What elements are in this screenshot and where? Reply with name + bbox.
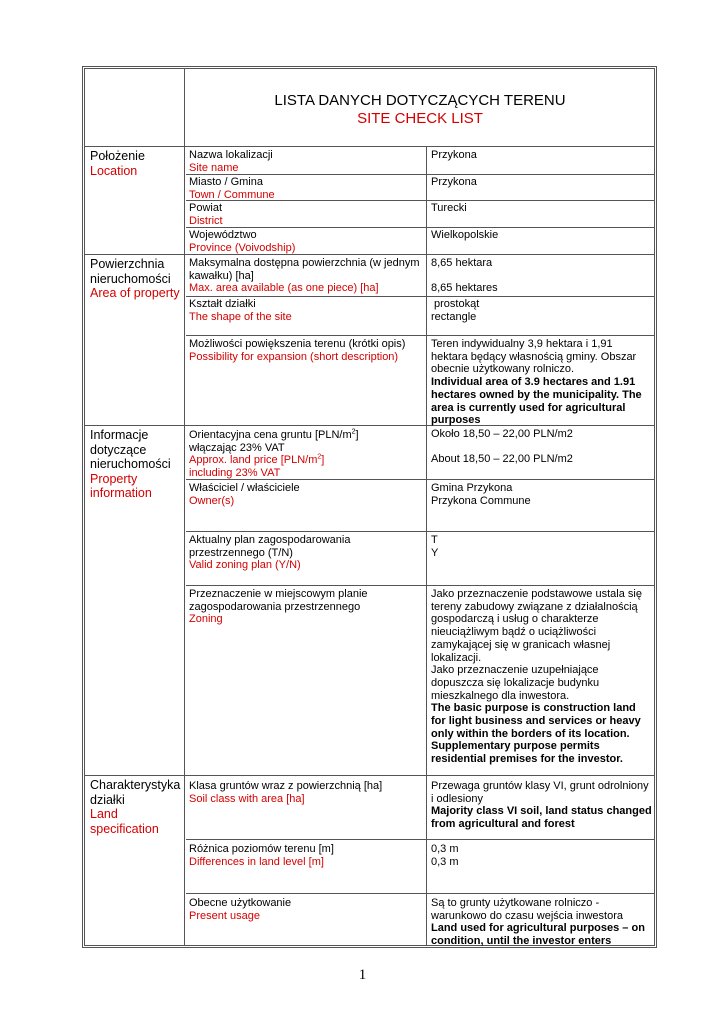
label-max-area: Maksymalna dostępna powierzchnia (w jednym kawałku) [ha] Max. area available (as one piece) [ha] xyxy=(189,257,420,295)
value-zoning: Jako przeznaczenie podstawowe ustala się tereny zabudowy związane z działalnością gospodarczą i usług o charakterze nieuciążliwym bądź o uciążliwości zamykającej się w granicach własnej lokalizacji. Jako przeznaczenie uzupełniające dopuszcza się lokalizacje budynku mieszkalnego dla inwestora. The basic purpose is construction land for light business and services or heavy only within the borders of its location. Supplementary purpose permits residential premises for the investor. xyxy=(431,588,642,766)
rule xyxy=(184,68,185,946)
rule xyxy=(186,531,655,532)
value-town: Przykona xyxy=(431,176,477,188)
label-soil-class: Klasa gruntów wraz z powierzchnią [ha] Soil class with area [ha] xyxy=(189,780,383,805)
value-shape: prostokąt rectangle xyxy=(431,298,480,323)
rule xyxy=(186,335,655,336)
rule xyxy=(84,254,655,255)
value-zoning-plan: T Y xyxy=(431,534,439,559)
label-land-level: Różnica poziomów terenu [m] Differences in land level [m] xyxy=(189,843,334,868)
section-property-information: Informacje dotyczące nieruchomości Property information xyxy=(90,428,171,500)
title-english: SITE CHECK LIST xyxy=(357,110,483,127)
label-present-usage: Obecne użytkowanie Present usage xyxy=(189,897,292,922)
value-district: Turecki xyxy=(431,202,467,214)
rule xyxy=(186,227,655,228)
label-shape: Kształt działki The shape of the site xyxy=(189,298,292,323)
rule xyxy=(186,585,655,586)
value-expansion: Teren indywidualny 3,9 hektara i 1,91 hektara będący własnością gminy. Obszar obecnie użytkowany rolniczo. Individual area of 3.9 hectares and 1.91 hectares owned by the municipality. The area is currently used for agricultural purposes xyxy=(431,338,642,427)
section-area: Powierzchnia nieruchomości Area of property xyxy=(90,257,180,300)
value-owner: Gmina Przykona Przykona Commune xyxy=(431,482,531,507)
label-zoning: Przeznaczenie w miejscowym planie zagospodarowania przestrzennego Zoning xyxy=(189,588,368,626)
section-land-specification: Charakterystyka działki Land specification xyxy=(90,778,181,836)
rule xyxy=(186,893,655,894)
value-site-name: Przykona xyxy=(431,149,477,161)
value-max-area-pl: 8,65 hektara xyxy=(431,257,493,269)
label-province: Województwo Province (Voivodship) xyxy=(189,229,296,254)
rule xyxy=(84,775,655,776)
rule xyxy=(186,839,655,840)
value-land-level: 0,3 m 0,3 m xyxy=(431,843,459,868)
rule xyxy=(426,146,427,946)
rule xyxy=(84,146,655,147)
section-location: Położenie Location xyxy=(90,149,145,178)
label-zoning-plan: Aktualny plan zagospodarowania przestrzennego (T/N) Valid zoning plan (Y/N) xyxy=(189,534,351,572)
label-town: Miasto / Gmina Town / Commune xyxy=(189,176,275,201)
page-title xyxy=(186,92,654,128)
value-land-price-pl: Około 18,50 – 22,00 PLN/m2 xyxy=(431,428,573,440)
label-land-price: Orientacyjna cena gruntu $[PLN/m^2]$ włączając 23% VAT Approx. land price $[PLN/m^2]$ including 23% VAT xyxy=(189,428,359,480)
value-max-area-en: 8,65 hektares xyxy=(431,282,498,294)
rule xyxy=(186,296,655,297)
value-province: Wielkopolskie xyxy=(431,229,499,241)
page-number: 1 xyxy=(358,967,367,983)
label-district: Powiat District xyxy=(189,202,223,227)
value-land-price-en: About 18,50 – 22,00 PLN/m2 xyxy=(431,453,573,465)
value-present-usage: Są to grunty użytkowane rolniczo - warunkowo do czasu wejścia inwestora Land used for agricultural purposes – on condition, until the investor enters xyxy=(431,897,645,948)
value-soil-class: Przewaga gruntów klasy VI, grunt odrolniony i odlesiony Majority class VI soil, land status changed from agricultural and forest xyxy=(431,780,652,831)
label-site-name: Nazwa lokalizacji Site name xyxy=(189,149,273,174)
label-owner: Właściciel / właściciele Owner(s) xyxy=(189,482,300,507)
title-polish: LISTA DANYCH DOTYCZĄCYCH TERENU xyxy=(274,92,566,109)
label-expansion: Możliwości powiększenia terenu (krótki opis) Possibility for expansion (short description) xyxy=(189,338,406,363)
